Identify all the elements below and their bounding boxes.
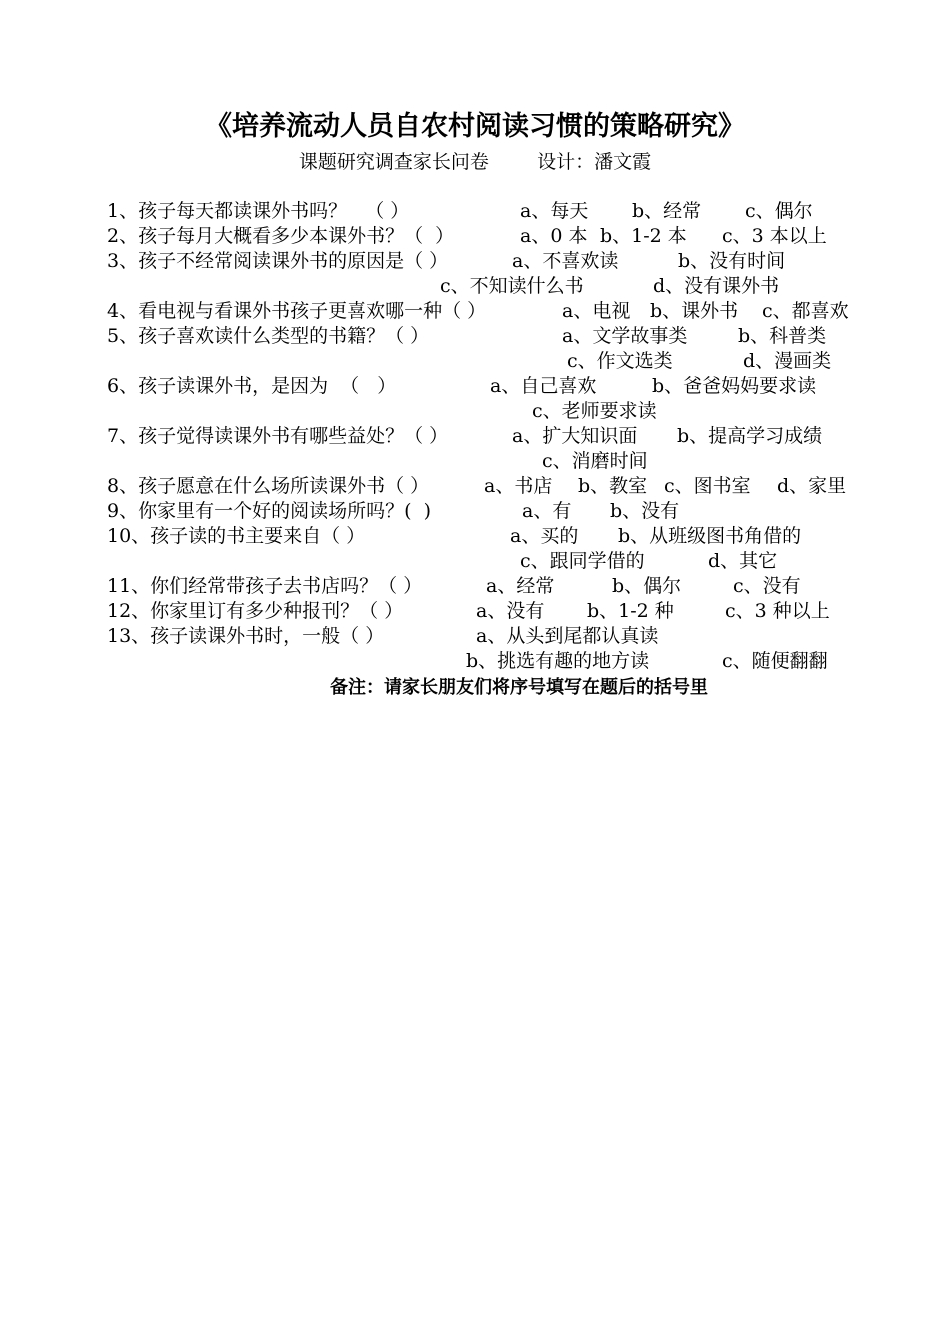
option-d: d、没有课外书 [653, 275, 780, 297]
option-b: b、爸爸妈妈要求读 [652, 375, 817, 397]
question-text: 9、你家里有一个好的阅读场所吗？( ) [107, 500, 431, 522]
question-text: 1、孩子每天都读课外书吗？ （ ） [107, 200, 410, 222]
option-b: b、1-2 种 [587, 600, 674, 622]
option-c: c、偶尔 [745, 200, 813, 222]
option-a: a、文学故事类 [562, 325, 688, 347]
option-b: b、经常 [632, 200, 702, 222]
question-text: 5、孩子喜欢读什么类型的书籍？（ ） [107, 325, 430, 347]
option-c: c、跟同学借的 [520, 550, 645, 572]
option-c: c、没有 [733, 575, 801, 597]
question-text: 8、孩子愿意在什么场所读课外书（ ） [107, 475, 430, 497]
option-a: a、买的 [510, 525, 579, 547]
option-a: a、自己喜欢 [490, 375, 597, 397]
option-a: a、不喜欢读 [512, 250, 619, 272]
option-b: b、教室 [578, 475, 648, 497]
question-text: 10、孩子读的书主要来自（ ） [107, 525, 366, 547]
option-b: b、偶尔 [612, 575, 682, 597]
question-text: 3、孩子不经常阅读课外书的原因是（ ） [107, 250, 449, 272]
option-d: d、漫画类 [743, 350, 832, 372]
option-b: b、课外书 [650, 300, 739, 322]
option-c: c、老师要求读 [532, 400, 657, 422]
document-subtitle: 课题研究调查家长问卷 设计：潘文霞 [298, 151, 652, 173]
option-a: a、扩大知识面 [512, 425, 638, 447]
question-text: 13、孩子读课外书时，一般（ ） [107, 625, 385, 647]
option-a: a、电视 [562, 300, 631, 322]
option-a: a、没有 [476, 600, 545, 622]
option-c: c、随便翻翻 [722, 650, 828, 672]
option-b: b、没有 [610, 500, 680, 522]
option-b: b、1-2 本 [600, 225, 687, 247]
option-b: b、提高学习成绩 [677, 425, 823, 447]
option-a: a、从头到尾都认真读 [476, 625, 659, 647]
option-a: a、有 [522, 500, 572, 522]
question-text: 11、你们经常带孩子去书店吗？（ ） [107, 575, 423, 597]
option-b: b、挑选有趣的地方读 [466, 650, 650, 672]
option-a: a、书店 [484, 475, 553, 497]
option-a: a、经常 [486, 575, 555, 597]
option-d: d、其它 [708, 550, 778, 572]
question-text: 6、孩子读课外书，是因为 （ ） [107, 375, 397, 397]
document-title: 《培养流动人员自农村阅读习惯的策略研究》 [205, 111, 745, 142]
option-b: b、从班级图书角借的 [618, 525, 802, 547]
question-text: 2、孩子每月大概看多少本课外书？（ ） [107, 225, 455, 247]
option-c: c、作文选类 [567, 350, 673, 372]
question-text: 7、孩子觉得读课外书有哪些益处？（ ） [107, 425, 449, 447]
option-c: c、3 种以上 [725, 600, 830, 622]
option-c: c、都喜欢 [762, 300, 849, 322]
option-c: c、图书室 [664, 475, 751, 497]
option-c: c、不知读什么书 [440, 275, 584, 297]
option-c: c、消磨时间 [542, 450, 648, 472]
option-b: b、没有时间 [678, 250, 786, 272]
option-d: d、家里 [777, 475, 847, 497]
option-a: a、0 本 [520, 225, 588, 247]
option-b: b、科普类 [738, 325, 827, 347]
option-c: c、3 本以上 [722, 225, 827, 247]
footnote: 备注：请家长朋友们将序号填写在题后的括号里 [330, 677, 708, 698]
question-text: 4、看电视与看课外书孩子更喜欢哪一种（ ） [107, 300, 487, 322]
question-text: 12、你家里订有多少种报刊？（ ） [107, 600, 404, 622]
option-a: a、每天 [520, 200, 589, 222]
